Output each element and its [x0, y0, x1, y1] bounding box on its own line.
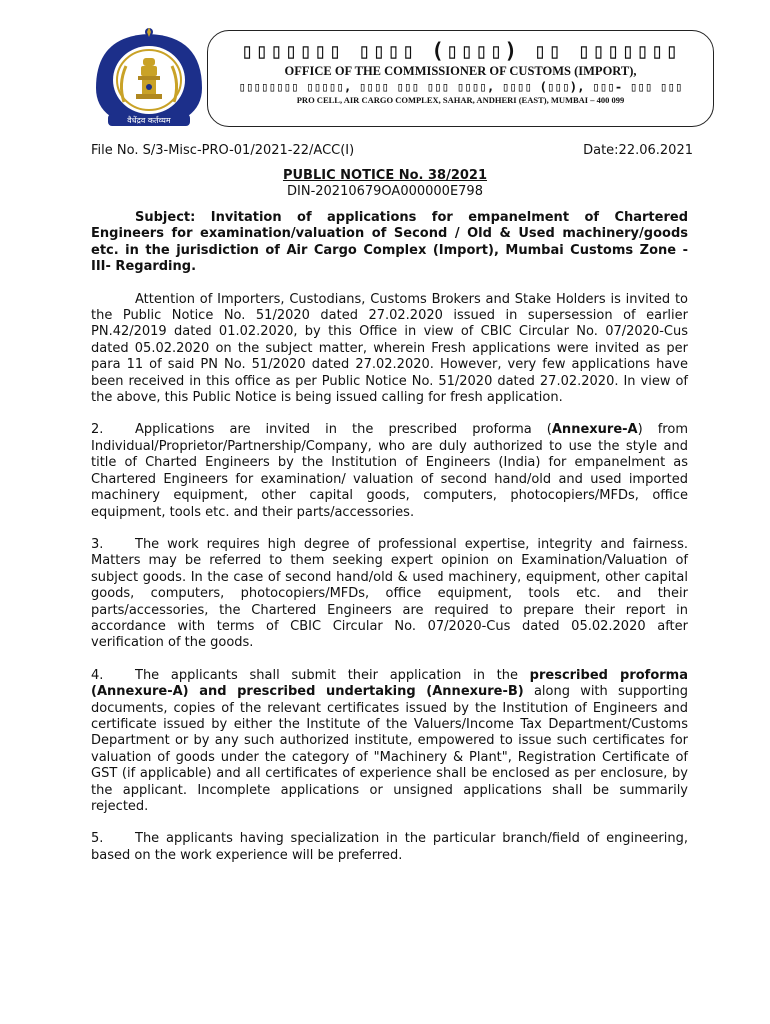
paragraph-5-number: 5. — [91, 831, 104, 847]
paragraph-2-text-a: Applications are invited in the prescribed proforma ( — [135, 422, 552, 438]
paragraph-5 — [91, 831, 688, 864]
paragraph-1: Attention of Importers, Custodians, Customs Brokers and Stake Holders is invited to the Public Notice No. 51/2020 dated 27.02.2020 issued in supersession of earlier PN.42/2019 dated 01.02.2020, by this Office in view of CBIC Circular No. 07/2020-Cus dated 05.02.2020 on the subject matter, wherein Fresh applications were invited as per para 11 of said PN No. 51/2020 dated 27.02.2020. However, very few applications have been received in this office as per Public Notice No. 51/2020 dated 27.02.2020. In view of the above, this Public Notice is being issued calling for fresh application. — [91, 291, 688, 406]
paragraph-3-number: 3. — [91, 536, 104, 552]
paragraph-5-text: The applicants having specialization in the particular branch/field of engineering, based on the work experience will be preferred. — [91, 831, 688, 863]
paragraph-2-number: 2. — [91, 422, 104, 438]
din-number: DIN-20210679OA000000E798 — [287, 184, 483, 199]
customs-emblem-icon — [88, 28, 210, 128]
paragraph-4-number: 4. — [91, 667, 104, 683]
letterhead-box — [207, 30, 714, 127]
file-date-line — [91, 143, 693, 161]
notice-date: Date:22.06.2021 — [583, 143, 693, 158]
paragraph-4 — [91, 668, 688, 816]
paragraph-4-bold: prescribed proforma (Annexure-A) and prescribed undertaking (Annexure-B) — [91, 667, 688, 700]
paragraph-2 — [91, 422, 688, 520]
letterhead-hindi-title: ▯▯▯▯▯▯▯ ▯▯▯▯ (▯▯▯▯) ▯▯ ▯▯▯▯▯▯▯ — [240, 39, 681, 63]
paragraph-2-text-b: ) from Individual/Proprietor/Partnership/Company, who are duly authorized to use the style and title of Charted Engineers by the Institution of Engineers (India) for empanelment as Chartered Engineers for examination/ valuation of second hand/old and used imported machinery equipment, other capital goods, computers, photocopiers/MFDs, office equipment, tools etc. and their parts/accessories. — [91, 422, 688, 520]
paragraph-2-bold: Annexure-A — [551, 422, 638, 438]
paragraph-4-text-b: along with supporting documents, copies of the relevant certificates issued by the Institution of Engineers and certificate issued by either the Institute of the Valuers/Income Tax Department/Customs Department or by any such authorized institute, empowered to issue such certificates for valuation of goods under the category of "Machinery & Plant", Registration Certificate of GST (if applicable) and all certificates of experience shall be enclosed as per enclosure, by the applicant. Incomplete applications or unsigned applications shall be summarily rejected. — [91, 684, 688, 814]
public-notice-title: PUBLIC NOTICE No. 38/2021 — [282, 168, 488, 183]
letterhead-hindi-address: ▯▯▯▯▯▯▯▯ ▯▯▯▯▯, ▯▯▯▯ ▯▯▯ ▯▯▯ ▯▯▯▯, ▯▯▯▯ (▯▯▯), ▯▯▯- ▯▯▯ ▯▯▯ — [238, 79, 683, 94]
subject-paragraph: Subject: Invitation of applications for empanelment of Chartered Engineers for examination/valuation of Second / Old & Used machinery/goods etc. in the jurisdiction of Air Cargo Complex (Import), Mumbai Customs Zone - III- Regarding. — [91, 210, 688, 275]
letterhead-english-address: PRO CELL, AIR CARGO COMPLEX, SAHAR, ANDHERI (EAST), MUMBAI – 400 099 — [296, 95, 625, 105]
notice-body — [91, 210, 688, 880]
paragraph-4-text-a: The applicants shall submit their application in the — [135, 667, 530, 683]
paragraph-3 — [91, 537, 688, 652]
paragraph-3-text: The work requires high degree of professional expertise, integrity and fairness. Matters may be referred to them seeking expert opinion on Examination/Valuation of subject goods. In the case of second hand/old & used machinery, equipment, other capital goods, computers, photocopiers/MFDs, office equipment, tools etc. and their parts/accessories, the Chartered Engineers are required to prepare their report in accordance with terms of CBIC Circular No. 07/2020-Cus dated 05.02.2020 after verification of the goods. — [91, 536, 688, 651]
file-number: File No. S/3-Misc-PRO-01/2021-22/ACC(I) — [91, 143, 355, 158]
emblem-bottom-text: वैधेंद्रव कर्तव्यम — [127, 116, 171, 125]
letterhead-english-title: OFFICE OF THE COMMISSIONER OF CUSTOMS (IMPORT), — [284, 64, 637, 78]
